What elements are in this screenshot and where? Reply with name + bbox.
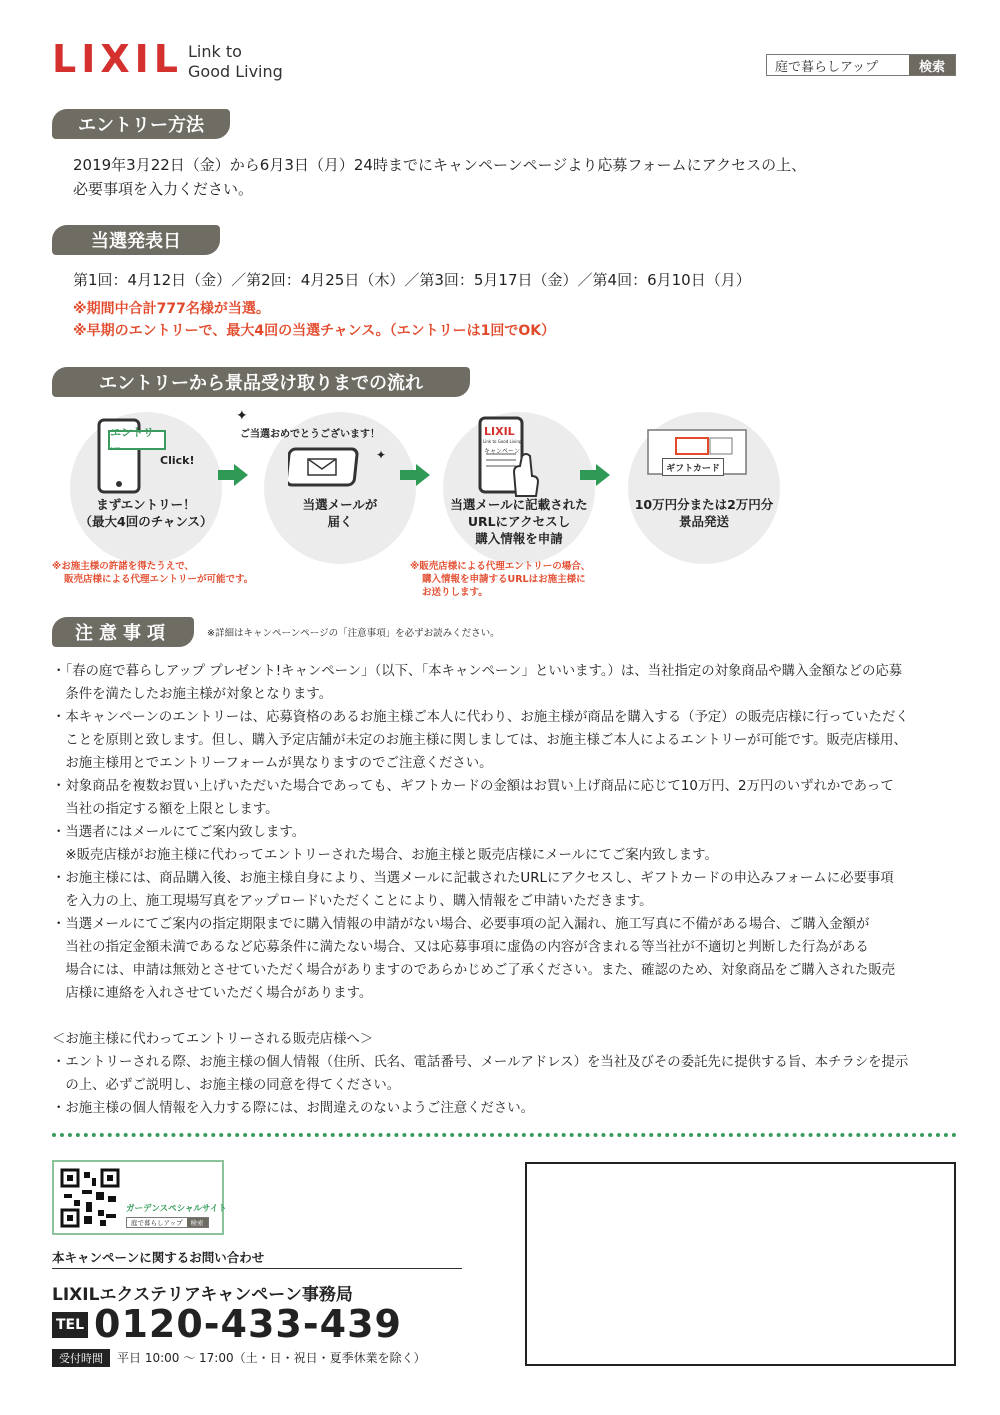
announce-notes xyxy=(73,298,555,342)
mail-device-icon xyxy=(288,445,360,489)
sparkle-icon: ✦ xyxy=(236,408,248,424)
step3-line1: 当選メールに記載された xyxy=(450,497,588,512)
notes-line: 当社の指定金額未満であるなど応募条件に満たない場合、又は応募事項に虚偽の内容が含まれる等当社が不適切と判断した行為がある xyxy=(52,940,869,955)
phone-tagline: Link to Good Living xyxy=(483,439,522,444)
notes-line: ※販売店様がお施主様に代わってエントリーされた場合、お施主様と販売店様にメールにてご案内致します。 xyxy=(52,848,718,863)
notes-line: ・対象商品を複数お買い上げいただいた場合であっても、ギフトカードの金額はお買い上げ商品に応じて10万円、2万円のいずれかであって xyxy=(52,779,894,794)
step3-line2: URLにアクセスし xyxy=(467,514,571,529)
announce-note2: ※早期のエントリーで、最大4回の当選チャンス。（エントリーは1回でOK） xyxy=(73,323,556,339)
click-text: Click! xyxy=(160,454,195,467)
step1-line2: （最大4回のチャンス） xyxy=(79,514,213,529)
tagline-line1: Link to xyxy=(188,42,242,61)
hours-text: 平日 10:00 〜 17:00（土・日・祝日・夏季休業を除く） xyxy=(117,1351,426,1365)
flow-note-right3: お送りします。 xyxy=(422,587,488,598)
step1-label xyxy=(70,496,222,530)
notes-line: 当社の指定する額を上限とします。 xyxy=(52,802,279,817)
qr-search-keyword: 庭で暮らしアップ xyxy=(131,1219,183,1227)
office-name: LIXILエクステリアキャンペーン事務局 xyxy=(52,1285,353,1305)
notes-line: ・当選メールにてご案内の指定期限までに購入情報の申請がない場合、必要事項の記入漏れ、施工写真に不備がある場合、ご購入金額が xyxy=(52,917,870,932)
notes-line: 店様に連絡を入れさせていただく場合があります。 xyxy=(52,986,373,1001)
qr-search-button: 検索 xyxy=(187,1218,208,1227)
step2-label xyxy=(264,496,416,530)
flow-note-left xyxy=(52,560,253,586)
store-stamp-box xyxy=(525,1162,956,1366)
step4-label xyxy=(614,496,794,530)
announce-heading: 当選発表日 xyxy=(52,225,220,255)
notes-line: 場合には、申請は無効とさせていただく場合がありますのであらかじめご了承ください。また、確認のため、対象商品をご購入された販売 xyxy=(52,963,896,978)
flow-note-right1: ※販売店様による代理エントリーの場合、 xyxy=(410,561,591,572)
step3-line3: 購入情報を申請 xyxy=(475,531,563,546)
step2-line2: 届く xyxy=(327,514,353,529)
flow-note-right2: 購入情報を申請するURLはお施主様に xyxy=(422,574,586,585)
entry-text xyxy=(73,153,806,201)
notes-body xyxy=(52,660,957,1120)
phone-form-title: キャンペーン xyxy=(484,448,520,455)
entry-line1: 2019年3月22日（金）から6月3日（月）24時までにキャンペーンページより応募フォームにアクセスの上、 xyxy=(73,156,807,174)
notes-line: ことを原則と致します。但し、購入予定店舗が未定のお施主様に関しましては、お施主様ご本人によるエントリーが可能です。販売店様用、 xyxy=(52,733,907,748)
entry-line2: 必要事項を入力ください。 xyxy=(73,180,254,198)
gift-card-illustration: ギフトカード xyxy=(662,458,724,476)
flow-note-right xyxy=(410,560,590,599)
notes-line: お施主様用とでエントリーフォームが異なりますのでご注意ください。 xyxy=(52,756,493,771)
sparkle-icon: ✦ xyxy=(376,448,387,462)
flow-note-left2: 販売店様による代理エントリーが可能です。 xyxy=(64,574,254,585)
notes-heading: 注意事項 xyxy=(52,617,194,647)
announce-note1: ※期間中合計777名様が当選。 xyxy=(73,301,270,317)
tel-badge: TEL xyxy=(52,1312,88,1338)
notes-line: ・本キャンペーンのエントリーは、応募資格のあるお施主様ご本人に代わり、お施主様が商品を購入する（予定）の販売店様に行っていただく xyxy=(52,710,909,725)
flow-heading: エントリーから景品受け取りまでの流れ xyxy=(52,367,470,397)
entry-heading: エントリー方法 xyxy=(52,109,230,139)
qr-panel xyxy=(52,1160,227,1235)
phone-lixil-logo: LIXIL xyxy=(484,425,515,438)
notes-line xyxy=(52,1005,957,1028)
contact-divider xyxy=(52,1268,462,1269)
arrow-icon xyxy=(400,464,430,486)
notes-line: ＜お施主様に代わってエントリーされる販売店様へ＞ xyxy=(52,1032,374,1047)
congrats-text: ご当選おめでとうございます！ xyxy=(240,429,380,440)
search-button[interactable]: 検索 xyxy=(909,55,955,75)
arrow-icon xyxy=(580,464,610,486)
step1-line1: まずエントリー！ xyxy=(96,497,196,512)
step4-line1: 10万円分または2万円分 xyxy=(634,497,774,512)
qr-code-icon xyxy=(60,1168,120,1228)
arrow-icon xyxy=(218,464,248,486)
notes-line: ・エントリーされる際、お施主様の個人情報（住所、氏名、電話番号、メールアドレス）を当社及びその委託先に提供する旨、本チラシを提示 xyxy=(52,1055,909,1070)
search-box[interactable] xyxy=(766,54,956,76)
announce-dates: 第1回：4月12日（金）／第2回：4月25日（木）／第3回：5月17日（金）／第4回：6月10日（月） xyxy=(73,271,751,289)
notes-line: ・当選者にはメールにてご案内致します。 xyxy=(52,825,306,840)
search-keyword[interactable]: 庭で暮らしアップ xyxy=(767,55,909,75)
entry-button-illustration: エントリー xyxy=(108,430,166,450)
notes-subtext: ※詳細はキャンペーンページの「注意事項」を必ずお読みください。 xyxy=(207,628,500,639)
step2-line1: 当選メールが xyxy=(302,497,378,512)
qr-search-box xyxy=(126,1217,209,1228)
dotted-divider xyxy=(52,1133,957,1137)
notes-line: の上、必ずご説明し、お施主様の同意を得てください。 xyxy=(52,1078,401,1093)
hours-badge: 受付時間 xyxy=(52,1349,110,1367)
contact-title: 本キャンペーンに関するお問い合わせ xyxy=(52,1250,265,1265)
lixil-logo: LIXIL xyxy=(52,37,184,81)
notes-line: を入力の上、施工現場写真をアップロードいただくことにより、購入情報をご申請いただきます。 xyxy=(52,894,653,909)
step3-label xyxy=(443,496,595,547)
notes-line: ・「春の庭で暮らしアップ プレゼント!キャンペーン」（以下、「本キャンペーン」といいます。）は、当社指定の対象商品や購入金額などの応募 xyxy=(52,664,903,679)
qr-site-label: ガーデンスペシャルサイト xyxy=(126,1204,227,1214)
tel-number[interactable]: 0120-433-439 xyxy=(94,1302,402,1346)
notes-line: ・お施主様の個人情報を入力する際には、お間違えのないようご注意ください。 xyxy=(52,1101,535,1116)
notes-line: 条件を満たしたお施主様が対象となります。 xyxy=(52,687,333,702)
logo-tagline xyxy=(188,42,283,82)
step4-line2: 景品発送 xyxy=(678,514,729,529)
tagline-line2: Good Living xyxy=(188,62,283,81)
flow-note-left1: ※お施主様の許諾を得たうえで、 xyxy=(52,561,195,572)
notes-line: ・お施主様には、商品購入後、お施主様自身により、当選メールに記載されたURLにアクセスし、ギフトカードの申込みフォームに必要事項 xyxy=(52,871,894,886)
